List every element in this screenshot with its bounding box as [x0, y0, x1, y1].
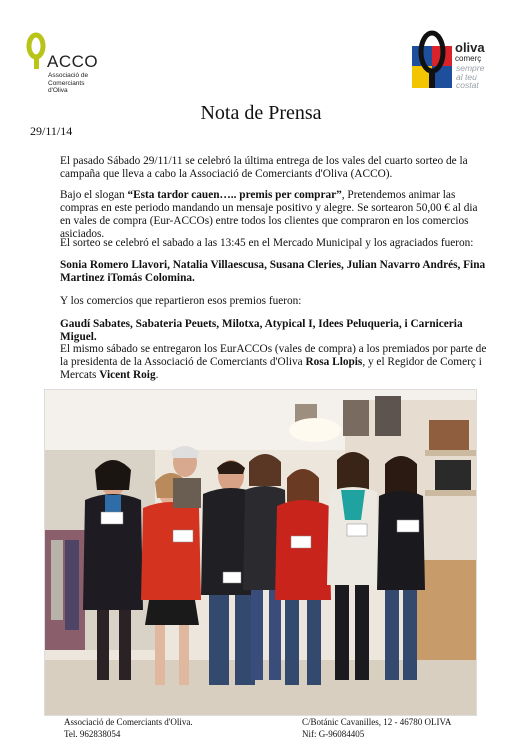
councillor-name: Vicent Roig [99, 369, 156, 381]
footer-association-name: Associació de Comerciants d'Oliva. [64, 717, 193, 727]
paragraph-shops [60, 318, 490, 344]
oliva-tagline-line: costat [456, 80, 479, 90]
oliva-logo-name: oliva [455, 40, 485, 55]
president-name: Rosa Llopis [305, 356, 363, 368]
acco-logo [26, 30, 136, 100]
oliva-logo-mark-icon [412, 30, 452, 90]
acco-subtitle-line: d'Oliva [48, 87, 68, 94]
paragraph-draw: El sorteo se celebró el sabado a las 13:45 en el Mercado Municipal y los agraciados fueron: [60, 237, 474, 249]
footer-street-address: C/Botánic Cavanilles, 12 - 46780 OLIVA [302, 717, 452, 727]
footer-association [64, 716, 193, 740]
winners-list: Sonia Romero Llavori, Natalia Villaescusa, Susana Cleries, Julian Navarro Andrés, Fina Martinez iTomás Colomina. [60, 259, 486, 284]
shops-list: Gaudí Sabates, Sabateria Peuets, Milotxa, Atypical I, Idees Peluqueria, i Carniceria Miguel. [60, 318, 463, 343]
paragraph-text: , Pretendemos animar las compras en este periodo mandando un mensaje positivo y alegre. Se sortearon 50,00 € al dia en vales de compra (Eur-ACCOs) entre todos los clientes que compraron en los comercios asiciados. [60, 189, 478, 240]
footer-nif: Nif: G-96084405 [302, 729, 365, 739]
oliva-tagline-line: sempre [456, 63, 485, 73]
acco-logo-name: ACCO [47, 52, 99, 71]
document-date: 29/11/14 [30, 124, 73, 138]
acco-subtitle-line: Comerciants [48, 79, 85, 87]
paragraph-shops-intro: Y los comercios que repartieron esos premios fueron: [60, 295, 302, 307]
footer-address [302, 716, 451, 740]
oliva-comerc-logo [412, 30, 512, 92]
oliva-logo-tagline [456, 64, 512, 90]
group-photo-illustration [45, 390, 476, 715]
document-title: Nota de Prensa [200, 102, 322, 124]
footer-phone: Tel. 962838054 [64, 729, 121, 739]
paragraph-delivery [60, 343, 490, 382]
paragraph-text: . [155, 369, 159, 381]
slogan-text: “Esta tardor cauen….. premis per comprar” [127, 189, 342, 201]
acco-logo-subtitle [48, 72, 128, 95]
oliva-tagline-line: al teu [456, 71, 477, 82]
paragraph-slogan [60, 189, 490, 241]
paragraph-text: , y el Regidor de Comerç i Mercats [60, 356, 482, 381]
group-photo [44, 389, 477, 716]
paragraph-text: El mismo sábado se entregaron los EurACCOs (vales de compra) a los premiados por parte de la presidenta de la Associació de Comerciants d'Oliva [60, 343, 487, 368]
paragraph-text: Bajo el slogan [60, 189, 128, 201]
oliva-logo-word: comerç [455, 54, 482, 63]
acco-subtitle-line: Associació de [48, 72, 89, 79]
paragraph-intro: El pasado Sábado 29/11/11 se celebró la última entrega de los vales del cuarto sorteo de la campaña que lleva a cabo la Associació de Comerciants d'Oliva (ACCO). [60, 155, 468, 180]
paragraph-winners [60, 259, 490, 285]
